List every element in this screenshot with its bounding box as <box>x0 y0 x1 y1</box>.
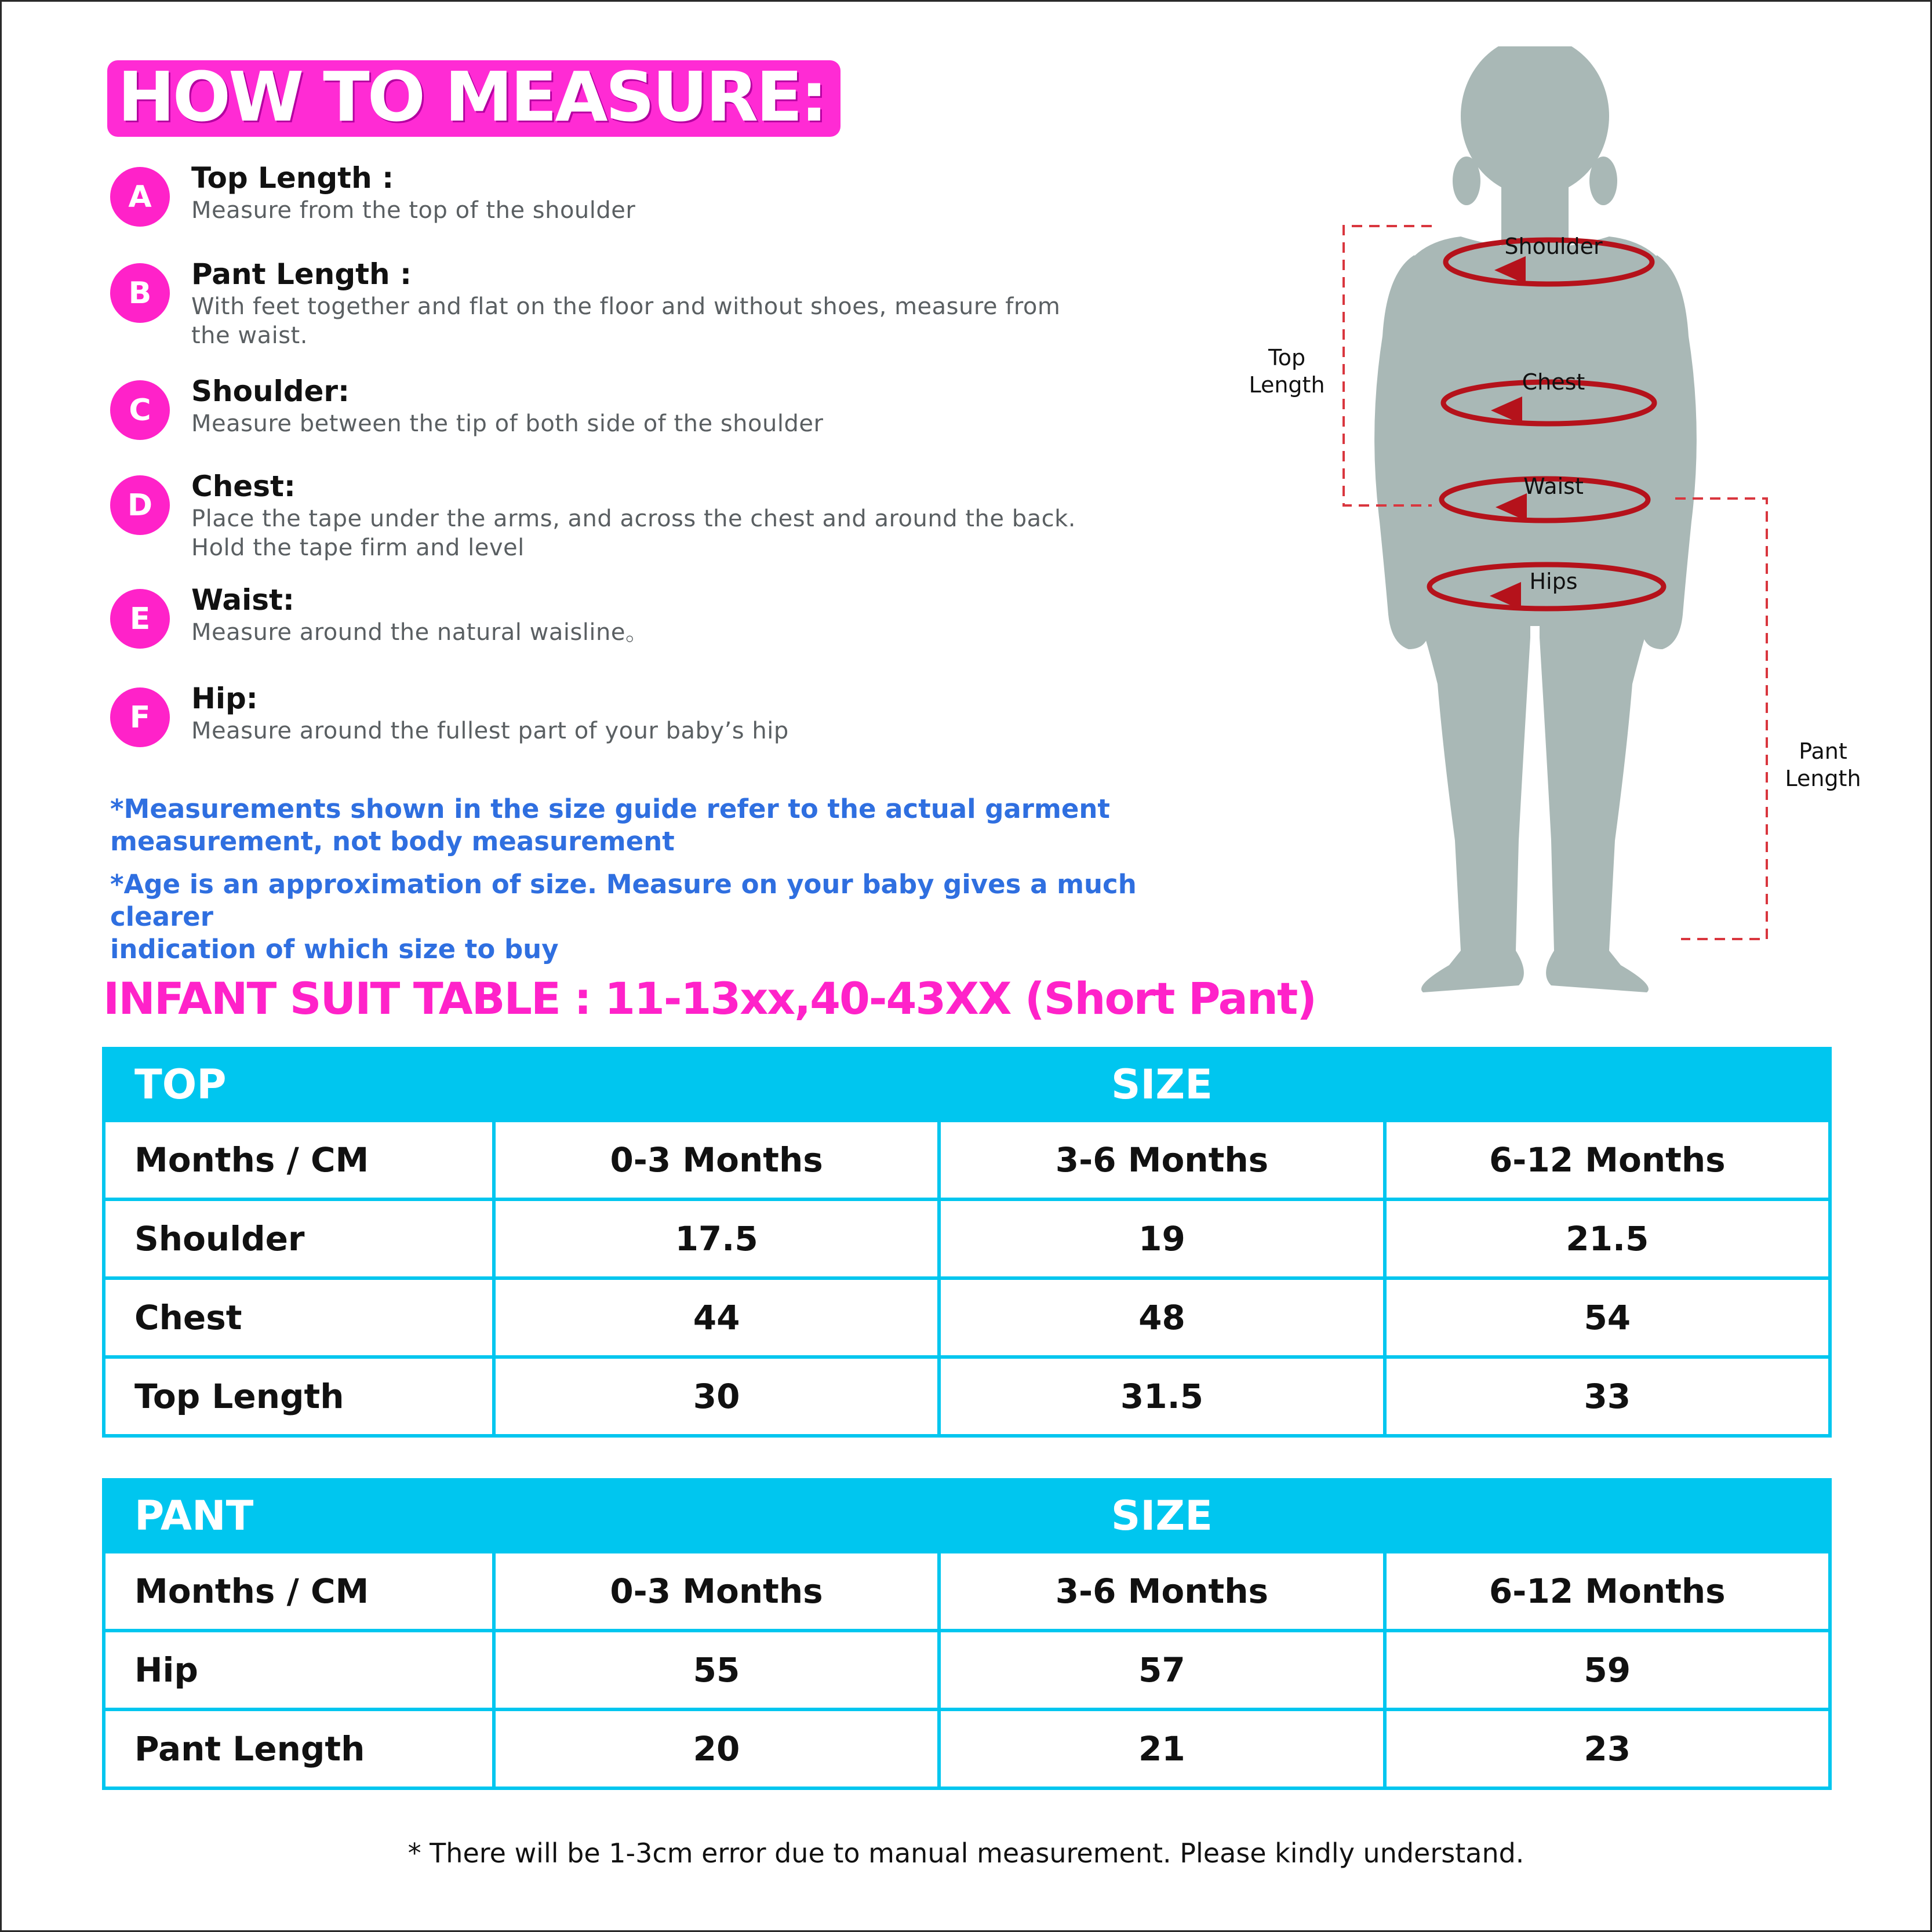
step-description: Measure from the top of the shoulder <box>191 197 636 224</box>
table-row <box>104 1199 1830 1278</box>
step-letter-badge: B <box>110 263 170 323</box>
column-header: 3-6 Months <box>939 1120 1384 1199</box>
table-row <box>104 1278 1830 1357</box>
measurement-error-footnote: * There will be 1-3cm error due to manual measurement. Please kindly understand. <box>407 1838 1525 1869</box>
column-header: 0-3 Months <box>494 1120 939 1199</box>
column-header: 6-12 Months <box>1385 1552 1830 1631</box>
top-length-figure-label: Top Length <box>1249 345 1325 398</box>
step-title: Shoulder: <box>191 374 350 408</box>
section-label: TOP <box>104 1049 494 1120</box>
table-cell: 44 <box>494 1278 939 1357</box>
step-letter-badge: D <box>110 475 170 535</box>
row-label: Top Length <box>104 1357 494 1436</box>
waist-figure-label: Waist <box>1523 474 1584 499</box>
table-cell: 21.5 <box>1385 1199 1830 1278</box>
row-label: Shoulder <box>104 1199 494 1278</box>
step-title: Chest: <box>191 470 296 503</box>
column-header: 6-12 Months <box>1385 1120 1830 1199</box>
garment-measurement-note: *Measurements shown in the size guide refer to the actual garment measurement, not body measurement <box>110 794 1110 857</box>
step-title: Top Length : <box>191 161 394 195</box>
table-row <box>104 1631 1830 1709</box>
age-approximation-note: *Age is an approximation of size. Measure on your baby gives a much clearer indication of which size to buy <box>110 869 1137 965</box>
table-cell: 20 <box>494 1709 939 1788</box>
step-title: Hip: <box>191 682 258 715</box>
column-header: 0-3 Months <box>494 1552 939 1631</box>
table-cell: 59 <box>1385 1631 1830 1709</box>
table-row <box>104 1357 1830 1436</box>
table-cell: 57 <box>939 1631 1384 1709</box>
step-description: Measure between the tip of both side of the shoulder <box>191 410 824 437</box>
table-cell: 55 <box>494 1631 939 1709</box>
table-row <box>104 1552 1830 1631</box>
row-label: Months / CM <box>104 1120 494 1199</box>
step-title: Waist: <box>191 583 294 617</box>
row-label: Hip <box>104 1631 494 1709</box>
table-cell: 33 <box>1385 1357 1830 1436</box>
table-cell: 21 <box>939 1709 1384 1788</box>
row-label: Chest <box>104 1278 494 1357</box>
pant-length-figure-label: Pant Length <box>1785 738 1861 791</box>
table-cell: 54 <box>1385 1278 1830 1357</box>
pant-size-table <box>102 1478 1832 1790</box>
step-description: Place the tape under the arms, and across the chest and around the back. Hold the tape firm and level <box>191 505 1076 561</box>
step-letter-badge: E <box>110 589 170 649</box>
size-header: SIZE <box>494 1480 1830 1552</box>
child-measurement-figure <box>1217 46 1932 1009</box>
step-description: With feet together and flat on the floor and without shoes, measure from the waist. <box>191 293 1061 349</box>
table-cell: 30 <box>494 1357 939 1436</box>
column-header: 3-6 Months <box>939 1552 1384 1631</box>
table-cell: 17.5 <box>494 1199 939 1278</box>
step-letter-badge: C <box>110 380 170 440</box>
page-title: HOW TO MEASURE: <box>107 60 841 137</box>
row-label: Pant Length <box>104 1709 494 1788</box>
size-table-title: INFANT SUIT TABLE : 11-13xx,40-43XX (Short Pant) <box>103 973 1316 1024</box>
pant-length-guide <box>1675 499 1767 939</box>
table-section-header <box>104 1049 1830 1120</box>
shoulder-figure-label: Shoulder <box>1504 234 1603 259</box>
table-row <box>104 1709 1830 1788</box>
step-title: Pant Length : <box>191 257 412 291</box>
table-cell: 31.5 <box>939 1357 1384 1436</box>
top-size-table <box>102 1047 1832 1438</box>
size-header: SIZE <box>494 1049 1830 1120</box>
row-label: Months / CM <box>104 1552 494 1631</box>
step-description: Measure around the fullest part of your baby’s hip <box>191 718 789 744</box>
table-section-header <box>104 1480 1830 1552</box>
hips-figure-label: Hips <box>1529 569 1578 594</box>
table-cell: 19 <box>939 1199 1384 1278</box>
step-description: Measure around the natural waisline。 <box>191 619 649 646</box>
chest-figure-label: Chest <box>1522 369 1585 395</box>
table-cell: 48 <box>939 1278 1384 1357</box>
step-letter-badge: F <box>110 687 170 747</box>
step-letter-badge: A <box>110 167 170 227</box>
section-label: PANT <box>104 1480 494 1552</box>
table-row <box>104 1120 1830 1199</box>
table-cell: 23 <box>1385 1709 1830 1788</box>
